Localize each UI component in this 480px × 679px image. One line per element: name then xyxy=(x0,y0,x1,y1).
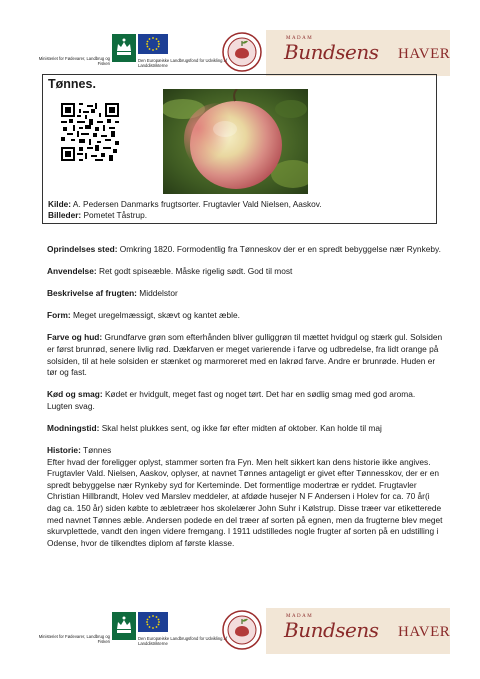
madam-bundsens-logo xyxy=(266,608,450,654)
images-text: Pometet Tåstrup. xyxy=(81,210,147,220)
ripe-label: Modningstid: xyxy=(47,422,100,433)
header-box xyxy=(42,74,437,224)
images-label: Billeder: xyxy=(48,210,82,220)
source-line xyxy=(48,199,322,209)
madam-bundsens-logo xyxy=(266,30,450,76)
source-text: A. Pedersen Danmarks frugtsorter. Frugtavler Vald Nielsen, Aaskov. xyxy=(71,199,322,209)
madam-small-text: MADAM xyxy=(286,36,314,41)
page-title: Tønnes. xyxy=(48,77,96,91)
madam-name-text: Bundsens xyxy=(284,618,379,642)
madam-emblem-icon xyxy=(220,28,264,76)
taste-text: Kødet er hvidgult, meget fast og noget tørt. Det har en sødlig smag med god aroma. Lugten svag. xyxy=(47,389,416,411)
taste-section xyxy=(47,389,443,412)
source-label: Kilde: xyxy=(48,199,72,209)
description-body xyxy=(47,244,443,560)
images-line xyxy=(48,210,147,220)
qr-code-icon[interactable] xyxy=(61,103,119,161)
color-label: Farve og hud: xyxy=(47,332,103,343)
ministry-text: Ministeriet for Fødevarer, Landbrug og Fiskeri xyxy=(38,56,110,66)
taste-label: Kød og smag: xyxy=(47,389,103,400)
form-label: Form: xyxy=(47,310,71,321)
use-text: Ret godt spiseæble. Måske rigelig sødt. God til most xyxy=(96,266,293,277)
eu-text: Den Europæiske Landbrugsfond for Udvikling af Landdistrikterne xyxy=(138,58,228,68)
ripe-text: Skal helst plukkes sent, og ikke før efter midten af oktober. Kan holde til maj xyxy=(99,422,382,433)
desc-label: Beskrivelse af frugten: xyxy=(47,288,137,299)
madam-small-text: MADAM xyxy=(286,614,314,619)
origin-text: Omkring 1820. Formodentlig fra Tønneskov der er en spredt bebyggelse nær Rynkeby. xyxy=(117,244,441,254)
madam-name-text: Bundsens xyxy=(284,40,379,64)
history-label: Historie: xyxy=(47,445,81,456)
desc-section xyxy=(47,288,443,300)
logo-bar-top xyxy=(30,26,450,78)
madam-haver-text: HAVER xyxy=(398,46,451,62)
eu-flag-icon xyxy=(138,612,168,632)
form-text: Meget uregelmæssigt, skævt og kantet æble. xyxy=(70,310,240,321)
madam-haver-text: HAVER xyxy=(398,624,451,640)
use-section xyxy=(47,266,443,278)
use-label: Anvendelse: xyxy=(47,266,97,277)
crown-icon xyxy=(112,612,136,640)
apple-photo xyxy=(163,89,308,194)
history-heading xyxy=(47,445,443,457)
color-section xyxy=(47,332,443,378)
ministry-logo xyxy=(36,30,134,74)
eu-text: Den Europæiske Landbrugsfond for Udvikling af Landdistrikterne xyxy=(138,636,228,646)
eu-flag-icon xyxy=(138,34,168,54)
ripe-section xyxy=(47,423,443,435)
logo-bar-bottom xyxy=(30,604,450,656)
origin-label: Oprindelses sted: xyxy=(47,244,118,254)
form-section xyxy=(47,310,443,322)
desc-text: Middelstor xyxy=(136,288,178,299)
madam-emblem-icon xyxy=(220,606,264,654)
crown-icon xyxy=(112,34,136,62)
color-text: Grundfarve grøn som efterhånden bliver gulliggrøn til mættet hvidgul og stærk gul. Solsiden er først brunrød, senere livlig rød. Dækfarven er meget varierende i farve og udbredelse, fra lidt orange på solsiden, til at hele solsiden er stænket og marmoreret med en lakrød farve. Andre er brunrøde. Huden er tør og fast. xyxy=(47,332,443,378)
ministry-text: Ministeriet for Fødevarer, Landbrug og Fiskeri xyxy=(38,634,110,644)
ministry-logo xyxy=(36,608,134,652)
history-text: Efter hvad der foreligger oplyst, stammer sorten fra Fyn. Men helt sikkert kan dens historie ikke angives. Frugtavler Vald. Nielsen, Aaskov, oplyser, at navnet Tønnes antageligt er givet efter Tønnesskov, der er en spredt bebyggelse nær Rynkeby syd for Kerteminde. Det formentlige modertræ er ryddet. Frugtavler Christian Hillbrandt, Holev ved Marslev meddeler, at afdøde husejer N F Andersen i Holev for ca. 70 år(i dag ca. 150 år) siden købte to æbletræer hos skolelærer John Suhr i Kølstrup. Disse træer var etiketterede med navnet Tønnes æble. Andersen podede en del træer af sorten på egnen, men da frugterne blev meget skurvplettede, vandt den ingen videre fremgang. I 1911 udstilledes nogle frugter af sorten på en udstilling i Odense, hvor de tilkendtes diplom af første klasse. xyxy=(47,456,443,548)
history-name: Tønnes xyxy=(80,445,112,456)
origin-section xyxy=(47,244,443,256)
